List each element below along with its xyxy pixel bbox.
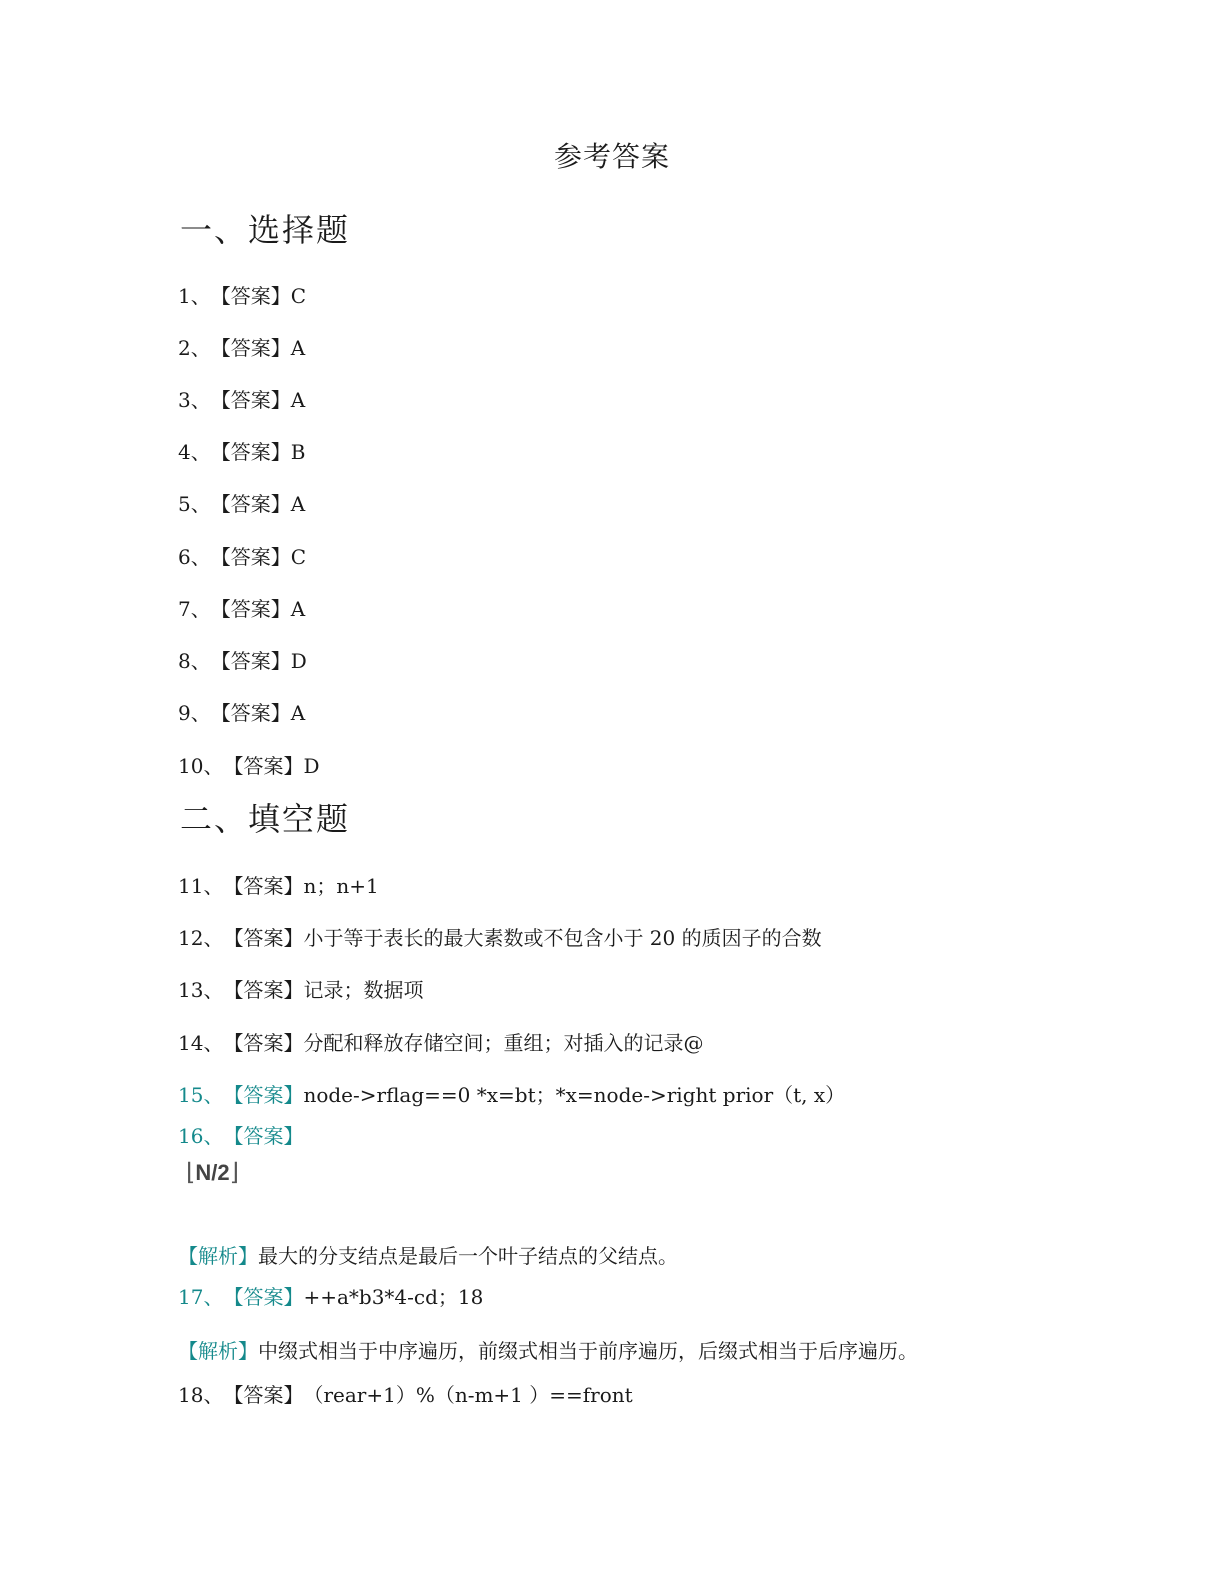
question-number: 18、 — [178, 1383, 224, 1407]
answer-text: ++a*b3*4-cd；18 — [303, 1285, 484, 1309]
answer-line — [178, 647, 307, 675]
answer-line — [178, 924, 822, 952]
answer-line — [178, 334, 305, 362]
section-heading-choice: 一、选择题 — [180, 211, 351, 249]
floor-right-bracket: ⌋ — [229, 1159, 239, 1186]
question-number: 5、 — [178, 492, 211, 516]
question-number: 7、 — [178, 597, 211, 621]
analysis-line — [178, 1242, 678, 1270]
answer-line — [178, 1029, 703, 1057]
answer-text: A — [290, 336, 306, 360]
analysis-line — [178, 1337, 918, 1365]
answer-text: （rear+1）%（n-m+1 ）==front — [303, 1383, 633, 1407]
question-number: 12、 — [178, 926, 224, 950]
answer-text: D — [290, 649, 307, 673]
answer-tag: 【答案】 — [223, 1124, 304, 1148]
analysis-text: 最大的分支结点是最后一个叶子结点的父结点。 — [258, 1244, 678, 1268]
analysis-tag: 【解析】 — [178, 1339, 258, 1363]
question-number: 14、 — [178, 1031, 224, 1055]
answer-text: node->rflag==0 *x=bt；*x=node->right prior（t, x） — [303, 1083, 846, 1107]
analysis-text: 中缀式相当于中序遍历，前缀式相当于前序遍历，后缀式相当于后序遍历。 — [258, 1339, 918, 1363]
answer-line — [178, 1081, 845, 1109]
answer-text: 小于等于表长的最大素数或不包含小于 20 的质因子的合数 — [303, 926, 822, 950]
formula-text: N/2 — [195, 1160, 230, 1185]
answer-text: D — [303, 754, 320, 778]
answer-line — [178, 595, 305, 623]
question-number: 16、 — [178, 1124, 224, 1148]
answer-text: A — [290, 701, 306, 725]
question-number: 11、 — [178, 874, 224, 898]
answer-tag: 【答案】 — [210, 701, 291, 725]
page-title: 参考答案 — [553, 140, 670, 173]
answer-tag: 【答案】 — [210, 336, 291, 360]
answer-text: A — [290, 388, 306, 412]
question-number: 1、 — [178, 284, 211, 308]
analysis-tag: 【解析】 — [178, 1244, 258, 1268]
answer-tag: 【答案】 — [210, 545, 291, 569]
question-number: 4、 — [178, 440, 211, 464]
answer-text: 分配和释放存储空间；重组；对插入的记录@ — [303, 1031, 704, 1055]
answer-text: C — [290, 545, 307, 569]
question-number: 9、 — [178, 701, 211, 725]
answer-tag: 【答案】 — [210, 440, 291, 464]
answer-line — [178, 752, 320, 780]
answer-tag: 【答案】 — [223, 874, 304, 898]
answer-tag: 【答案】 — [223, 1083, 304, 1107]
answer-text: B — [290, 440, 306, 464]
floor-formula — [186, 1158, 239, 1188]
answer-tag: 【答案】 — [210, 492, 291, 516]
answer-text: 记录；数据项 — [303, 978, 424, 1002]
answer-tag: 【答案】 — [223, 978, 304, 1002]
answer-tag: 【答案】 — [223, 754, 304, 778]
question-number: 13、 — [178, 978, 224, 1002]
question-number: 17、 — [178, 1285, 224, 1309]
question-number: 15、 — [178, 1083, 224, 1107]
question-number: 8、 — [178, 649, 211, 673]
answer-tag: 【答案】 — [210, 388, 291, 412]
answer-text: n；n+1 — [303, 874, 379, 898]
answer-line — [178, 1381, 633, 1409]
answer-line — [178, 976, 423, 1004]
answer-tag: 【答案】 — [210, 597, 291, 621]
answer-tag: 【答案】 — [223, 1031, 304, 1055]
answer-text: A — [290, 597, 306, 621]
answer-tag: 【答案】 — [223, 1285, 304, 1309]
answer-line — [178, 699, 305, 727]
answer-text: A — [290, 492, 306, 516]
question-number: 2、 — [178, 336, 211, 360]
answer-line — [178, 1283, 483, 1311]
answer-line — [178, 490, 305, 518]
answer-tag: 【答案】 — [223, 926, 304, 950]
floor-left-bracket: ⌊ — [186, 1159, 196, 1186]
answer-line — [178, 386, 305, 414]
question-number: 3、 — [178, 388, 211, 412]
answer-tag: 【答案】 — [210, 284, 291, 308]
section-heading-fill-in: 二、填空题 — [180, 800, 351, 838]
answer-line — [178, 1122, 303, 1150]
answer-line — [178, 543, 306, 571]
answer-line — [178, 282, 306, 310]
question-number: 6、 — [178, 545, 211, 569]
answer-tag: 【答案】 — [210, 649, 291, 673]
answer-line — [178, 872, 379, 900]
answer-text: C — [290, 284, 307, 308]
answer-tag: 【答案】 — [223, 1383, 304, 1407]
answer-line — [178, 438, 305, 466]
question-number: 10、 — [178, 754, 224, 778]
